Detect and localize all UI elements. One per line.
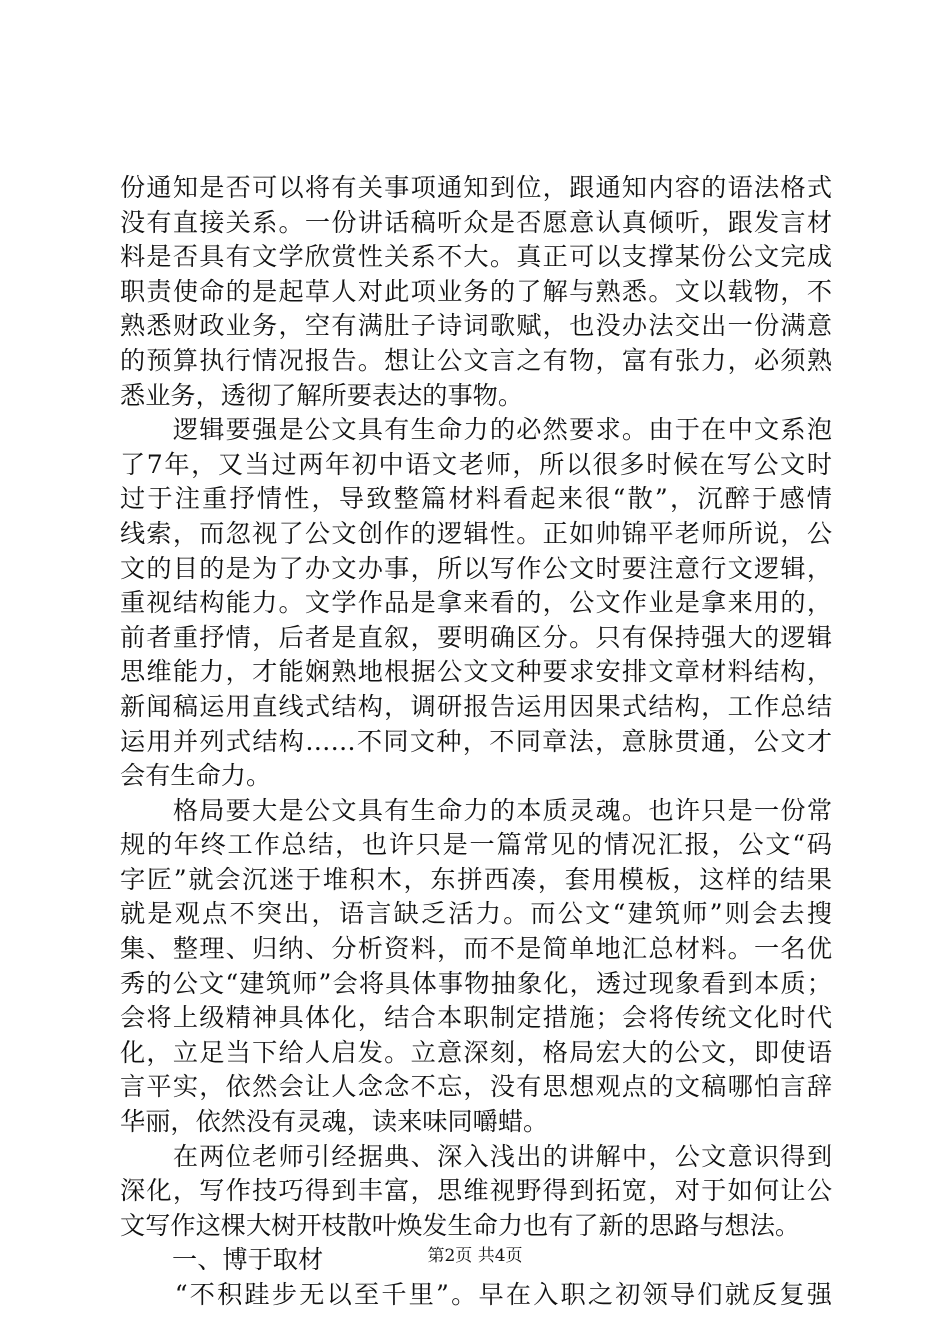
text-line: 格局要大是公文具有生命力的本质灵魂。也许只是一份常 [120, 795, 832, 825]
text-line: 文写作这棵大树开枝散叶焕发生命力也有了新的思路与想法。 [120, 1210, 801, 1240]
text-line: 线索，而忽视了公文创作的逻辑性。正如帅锦平老师所说，公 [120, 518, 832, 548]
text-line: 职责使命的是起草人对此项业务的了解与熟悉。文以载物，不 [120, 276, 832, 306]
paragraph-5 [120, 1278, 832, 1313]
text-line: 在两位老师引经据典、深入浅出的讲解中，公文意识得到 [120, 1141, 832, 1171]
paragraph-4 [120, 1140, 832, 1244]
section-heading: 一、博于取材 [172, 1245, 324, 1275]
text-line: 规的年终工作总结，也许只是一篇常见的情况汇报，公文“码 [120, 830, 832, 860]
document-body [120, 171, 832, 1313]
text-line: 就是观点不突出，语言缺乏活力。而公文“建筑师”则会去搜 [120, 899, 832, 929]
text-line: 华丽，依然没有灵魂，读来味同嚼蜡。 [120, 1107, 549, 1137]
text-line: 了7年，又当过两年初中语文老师，所以很多时候在写公文时 [120, 449, 832, 479]
text-line: 熟悉财政业务，空有满肚子诗词歌赋，也没办法交出一份满意 [120, 311, 832, 341]
text-line: 言平实，依然会让人念念不忘，没有思想观点的文稿哪怕言辞 [120, 1072, 832, 1102]
paragraph-2 [120, 413, 832, 794]
text-line: 运用并列式结构……不同文种，不同章法，意脉贯通，公文才 [120, 726, 832, 756]
paragraph-3 [120, 794, 832, 1140]
text-line: 料是否具有文学欣赏性关系不大。真正可以支撑某份公文完成 [120, 242, 832, 272]
text-line: 没有直接关系。一份讲话稿听众是否愿意认真倾听，跟发言材 [120, 207, 832, 237]
text-line: 前者重抒情，后者是直叙，要明确区分。只有保持强大的逻辑 [120, 622, 832, 652]
text-line: 会有生命力。 [120, 761, 272, 791]
text-line: 集、整理、归纳、分析资料，而不是简单地汇总材料。一名优 [120, 934, 832, 964]
text-line: 字匠”就会沉迷于堆积木，东拼西凑，套用模板，这样的结果 [120, 864, 832, 894]
text-line: 深化，写作技巧得到丰富，思维视野得到拓宽，对于如何让公 [120, 1176, 832, 1206]
text-line: 文的目的是为了办文办事，所以写作公文时要注意行文逻辑， [120, 553, 832, 583]
text-line: 会将上级精神具体化，结合本职制定措施；会将传统文化时代 [120, 1003, 832, 1033]
text-line: 逻辑要强是公文具有生命力的必然要求。由于在中文系泡 [120, 415, 832, 445]
text-line: 新闻稿运用直线式结构，调研报告运用因果式结构，工作总结 [120, 691, 832, 721]
page-number-footer: 第2页 共4页 [427, 1246, 523, 1266]
text-line: “不积跬步无以至千里”。早在入职之初领导们就反复强 [120, 1280, 832, 1309]
text-line: 过于注重抒情性，导致整篇材料看起来很“散”，沉醉于感情 [120, 484, 832, 514]
text-line: 份通知是否可以将有关事项通知到位，跟通知内容的语法格式 [120, 173, 832, 202]
text-line: 思维能力，才能娴熟地根据公文文种要求安排文章材料结构， [120, 657, 832, 687]
text-line: 悉业务，透彻了解所要表达的事物。 [120, 380, 523, 410]
text-line: 的预算执行情况报告。想让公文言之有物，富有张力，必须熟 [120, 345, 832, 375]
paragraph-1 [120, 171, 832, 413]
text-line: 化，立足当下给人启发。立意深刻，格局宏大的公文，即使语 [120, 1037, 832, 1067]
text-line: 重视结构能力。文学作品是拿来看的，公文作业是拿来用的， [120, 588, 832, 618]
text-line: 秀的公文“建筑师”会将具体事物抽象化，透过现象看到本质； [120, 968, 832, 998]
